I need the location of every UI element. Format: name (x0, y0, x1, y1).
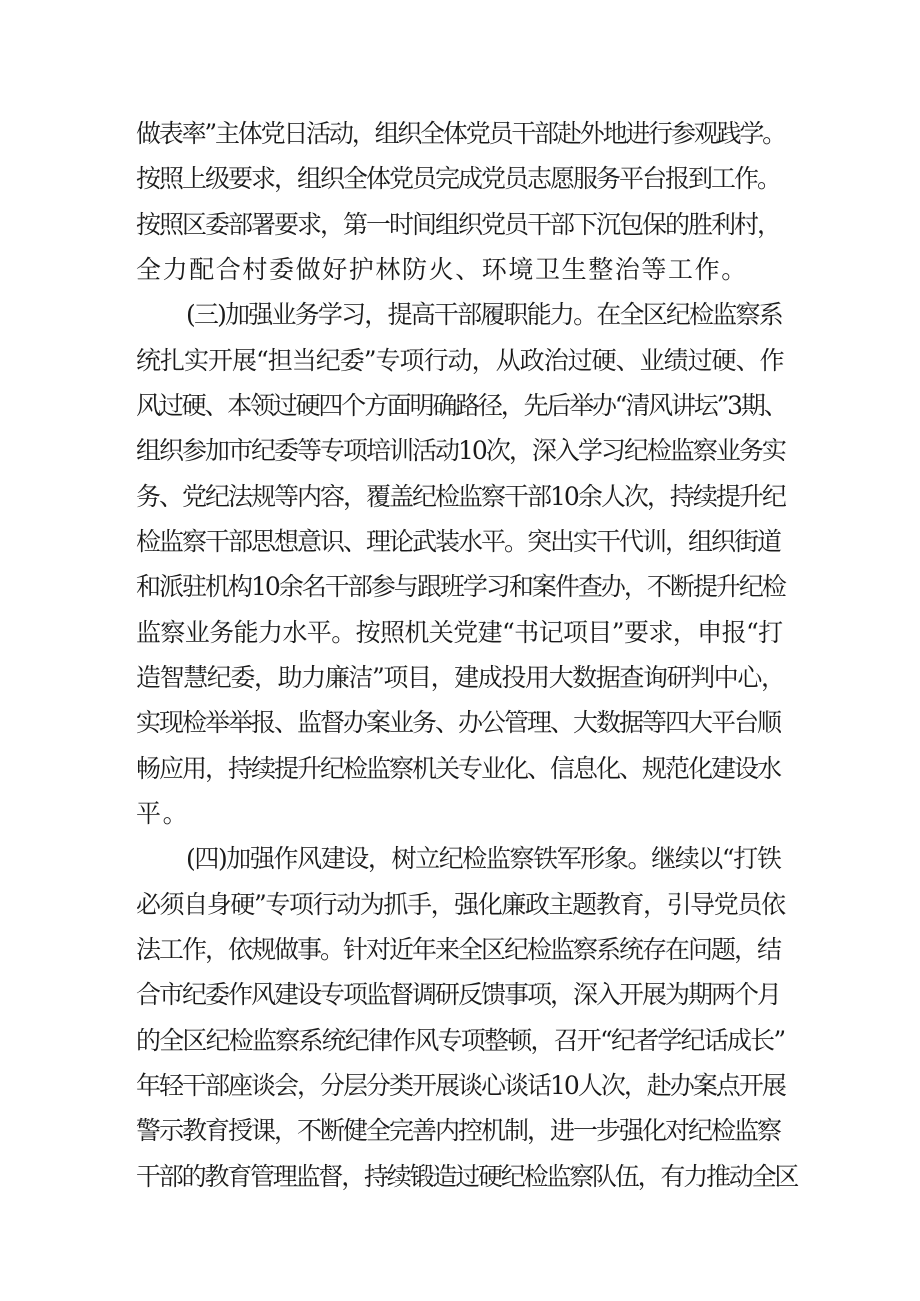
text-line-2: 按照上级要求，组织全体党员完成党员志愿服务平台报到工作。 (136, 164, 781, 193)
text-line-1: 做表率”主体党日活动，组织全体党员干部赴外地进行参观践学。 (136, 119, 785, 148)
text-line-14: 实现检举举报、监督办案业务、办公管理、大数据等四大平台顺 (136, 708, 781, 737)
text-line-22: 年轻干部座谈会，分层分类开展谈心谈话10人次，赴办案点开展 (136, 1071, 785, 1100)
text-line-9: 务、党纪法规等内容，覆盖纪检监察干部10余人次，持续提升纪 (136, 482, 785, 511)
text-line-10: 检监察干部思想意识、理论武装水平。突出实干代训，组织街道 (136, 527, 781, 556)
text-line-21: 的全区纪检监察系统纪律作风专项整顿，召开“纪者学纪话成长” (136, 1026, 785, 1055)
text-line-7: 风过硬、本领过硬四个方面明确路径，先后举办“清风讲坛”3期、 (136, 391, 787, 420)
text-line-8: 组织参加市纪委等专项培训活动10次，深入学习纪检监察业务实 (136, 436, 785, 465)
text-line-23: 警示教育授课，不断健全完善内控机制，进一步强化对纪检监察 (136, 1116, 781, 1145)
text-line-6: 统扎实开展“担当纪委”专项行动，从政治过硬、业绩过硬、作 (136, 346, 784, 375)
text-line-20: 合市纪委作风建设专项监督调研反馈事项，深入开展为期两个月 (136, 980, 781, 1009)
text-line-16: 平。 (136, 799, 190, 828)
text-line-15: 畅应用，持续提升纪检监察机关专业化、信息化、规范化建设水 (136, 754, 781, 783)
text-line-3: 按照区委部署要求，第一时间组织党员干部下沉包保的胜利村， (136, 210, 781, 239)
section-3-heading-line: (三)加强业务学习，提高干部履职能力。在全区纪检监察系 (186, 300, 782, 329)
text-line-24: 干部的教育管理监督，持续锻造过硬纪检监察队伍，有力推动全区 (136, 1162, 798, 1191)
text-line-4: 全力配合村委做好护林防火、环境卫生整治等工作。 (136, 255, 748, 284)
text-line-13: 造智慧纪委，助力廉洁”项目，建成投用大数据查询研判中心， (136, 663, 785, 692)
text-line-19: 法工作，依规做事。针对近年来全区纪检监察系统存在问题，结 (136, 935, 781, 964)
text-line-18: 必须自身硬”专项行动为抓手，强化廉政主题教育，引导党员依 (136, 890, 785, 919)
text-line-11: 和派驻机构10余名干部参与跟班学习和案件查办，不断提升纪检 (136, 572, 785, 601)
text-line-12: 监察业务能力水平。按照机关党建“书记项目”要求，申报“打 (136, 618, 783, 647)
section-4-heading-line: (四)加强作风建设，树立纪检监察铁军形象。继续以“打铁 (186, 844, 781, 873)
